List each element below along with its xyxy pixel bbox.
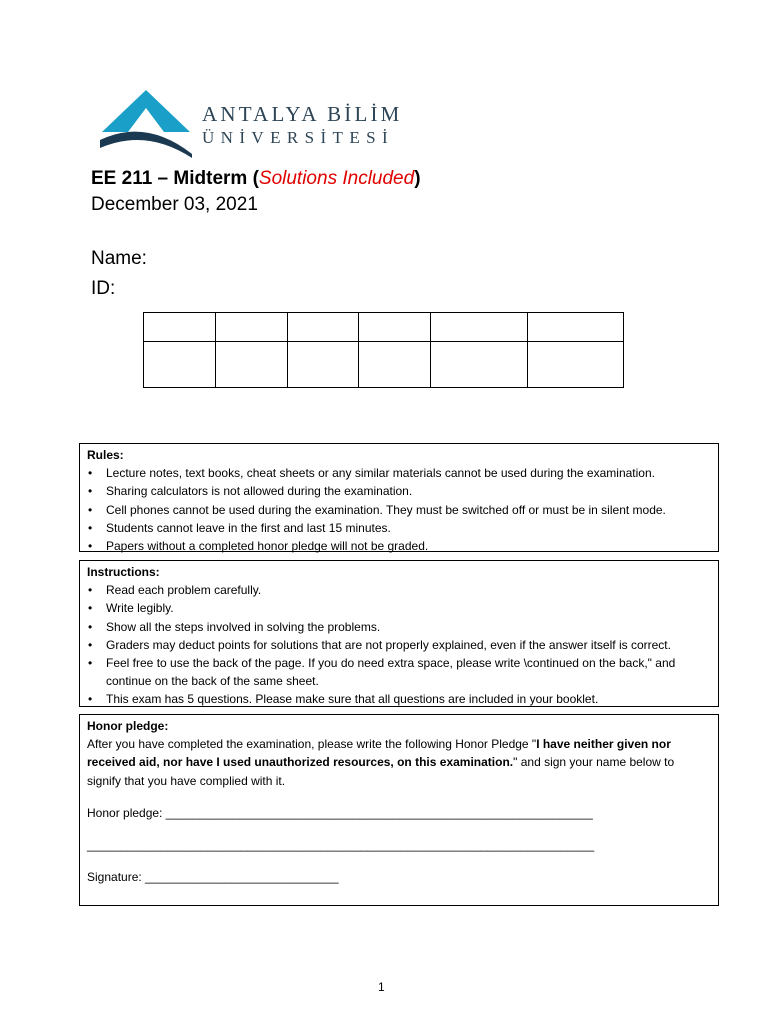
- grade-cell[interactable]: [216, 313, 288, 342]
- instructions-list: [87, 581, 711, 708]
- grade-cell[interactable]: [216, 342, 288, 388]
- university-logo-icon: [98, 88, 198, 160]
- exam-date: December 03, 2021: [91, 194, 258, 215]
- honor-pledge-text: [87, 735, 711, 790]
- rule-text: Cell phones cannot be used during the examination. They must be switched off or must be in silent mode.: [106, 502, 666, 517]
- grade-cell[interactable]: [359, 342, 431, 388]
- rules-heading: Rules:: [87, 448, 124, 462]
- bullet-icon: •: [88, 692, 93, 707]
- grade-cell[interactable]: [528, 342, 624, 388]
- grade-cell[interactable]: [528, 313, 624, 342]
- grade-cell[interactable]: [359, 313, 431, 342]
- logo-university-subtitle: ÜNİVERSİTESİ: [202, 128, 395, 147]
- grade-table: [143, 312, 624, 388]
- bullet-icon: •: [88, 502, 93, 517]
- rule-text: Students cannot leave in the first and last 15 minutes.: [106, 520, 391, 535]
- list-item: [87, 537, 711, 555]
- bullet-icon: •: [88, 619, 93, 634]
- instruction-text: This exam has 5 questions. Please make sure that all questions are included in your booklet.: [106, 692, 599, 707]
- honor-text-after: " and sign your name below to signify that you have complied with it.: [87, 755, 675, 788]
- signature-label: Signature:: [87, 870, 146, 885]
- exam-title-suffix: ): [414, 168, 421, 189]
- rule-text: Papers without a completed honor pledge will not be graded.: [106, 539, 429, 554]
- grade-cell[interactable]: [144, 313, 216, 342]
- rule-text: Sharing calculators is not allowed during the examination.: [106, 484, 413, 499]
- instruction-text: Graders may deduct points for solutions that are not properly explained, even if the answer itself is correct.: [106, 637, 671, 652]
- bullet-icon: •: [88, 583, 93, 598]
- list-item: [87, 519, 711, 537]
- list-item: [87, 464, 711, 482]
- honor-pledge-field[interactable]: ________________________________________________________________: [165, 805, 593, 820]
- list-item: [87, 581, 711, 599]
- instructions-box: [79, 560, 719, 707]
- list-item: [87, 599, 711, 617]
- grade-cell[interactable]: [431, 342, 528, 388]
- grade-cell[interactable]: [431, 313, 528, 342]
- list-item: [87, 690, 711, 708]
- list-item: [87, 501, 711, 519]
- id-label: ID:: [91, 278, 116, 299]
- grade-table-score-row: [144, 342, 624, 388]
- bullet-icon: •: [88, 520, 93, 535]
- honor-pledge-line: [87, 804, 711, 822]
- honor-pledge-box: [79, 714, 719, 906]
- grade-cell[interactable]: [288, 342, 359, 388]
- rule-text: Lecture notes, text books, cheat sheets or any similar materials cannot be used during the examination.: [106, 466, 655, 481]
- bullet-icon: •: [88, 637, 93, 652]
- bullet-icon: •: [88, 484, 93, 499]
- signature-field[interactable]: _____________________________: [145, 870, 339, 885]
- rules-box: [79, 443, 719, 552]
- honor-pledge-label: Honor pledge:: [87, 805, 166, 820]
- bullet-icon: •: [88, 656, 93, 671]
- signature-line: [87, 868, 711, 886]
- instruction-text: Write legibly.: [106, 601, 174, 616]
- exam-title: [91, 168, 421, 190]
- instruction-text: Feel free to use the back of the page. If you do need extra space, please write \continued on the back," and continue on the back of the same sheet.: [106, 656, 676, 689]
- name-label: Name:: [91, 248, 147, 269]
- honor-pledge-second-field[interactable]: ____________________________________________________________________________: [87, 838, 595, 853]
- page-number: 1: [378, 980, 385, 994]
- instruction-text: Read each problem carefully.: [106, 583, 262, 598]
- bullet-icon: •: [88, 601, 93, 616]
- grade-cell[interactable]: [144, 342, 216, 388]
- solutions-included-note: Solutions Included: [258, 168, 415, 189]
- grade-table-header-row: [144, 313, 624, 342]
- honor-pledge-quote: I have neither given nor received aid, nor have I used unauthorized resources, on this examination.: [87, 737, 671, 770]
- honor-pledge-heading: Honor pledge:: [87, 719, 169, 733]
- logo-university-name: ANTALYA BİLİM: [202, 102, 403, 126]
- list-item: [87, 618, 711, 636]
- rules-list: [87, 464, 711, 555]
- list-item: [87, 654, 711, 690]
- bullet-icon: •: [88, 539, 93, 554]
- list-item: [87, 482, 711, 500]
- list-item: [87, 636, 711, 654]
- exam-title-prefix: EE 211 – Midterm (: [91, 168, 259, 189]
- instruction-text: Show all the steps involved in solving the problems.: [106, 619, 381, 634]
- instructions-heading: Instructions:: [87, 565, 160, 579]
- university-logo: [98, 88, 403, 160]
- bullet-icon: •: [88, 466, 93, 481]
- honor-text-before: After you have completed the examination, please write the following Honor Pledge ": [87, 737, 537, 752]
- grade-cell[interactable]: [288, 313, 359, 342]
